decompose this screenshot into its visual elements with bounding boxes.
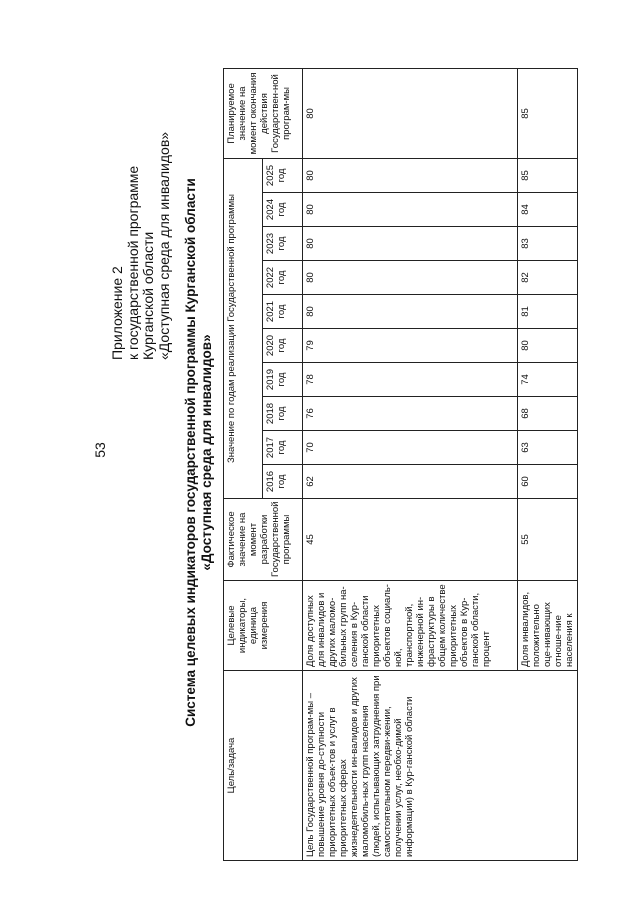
year-value: 80 bbox=[518, 329, 578, 363]
appendix-line: Курганской области bbox=[140, 231, 156, 360]
year-value: 81 bbox=[518, 295, 578, 329]
year-value: 80 bbox=[303, 193, 518, 227]
year-value: 85 bbox=[518, 158, 578, 192]
indicators-table bbox=[223, 68, 578, 861]
appendix-line: Приложение 2 bbox=[109, 266, 125, 360]
header-planned: Планируемое значение на момент окончания действия Государствен-ной програм-мы bbox=[224, 68, 303, 158]
header-year: 2022 год bbox=[263, 261, 303, 295]
year-value: 62 bbox=[303, 465, 518, 499]
goal-cell: Цель Государственной програм-мы – повышение уровня до-ступности приоритетных объек-тов и услуг в приоритетных сферах жизнедеятельности ин-валидов и других маломобиль-ных групп населения (людей, испытывающих затруднения при самостоятельном передви-жении, получении услуг, необхо-димой информации) в Кур-ганской области bbox=[303, 671, 578, 861]
header-year: 2017 год bbox=[263, 431, 303, 465]
table-row bbox=[303, 68, 518, 860]
header-actual: Фактическое значение на момент разработки Государственной программы bbox=[224, 499, 303, 581]
indicator-cell: Доля доступных для инвалидов и других маломо-бильных групп на-селения в Кур-ганской области приоритетных объектов социаль-ной, транспортной, инженерной ин-фраструктуры в общем количестве приоритетных объектов в Кур-ганской области, процент bbox=[303, 581, 518, 671]
indicator-cell: Доля инвалидов, положительно оце-нивающих отноше-ние населения к bbox=[518, 581, 578, 671]
document-title bbox=[183, 0, 215, 905]
year-value: 83 bbox=[518, 227, 578, 261]
header-year: 2018 год bbox=[263, 397, 303, 431]
year-value: 60 bbox=[518, 465, 578, 499]
planned-value: 85 bbox=[518, 68, 578, 158]
appendix-line: «Доступная среда для инвалидов» bbox=[155, 131, 172, 360]
page-number: 53 bbox=[92, 442, 108, 458]
year-value: 68 bbox=[518, 397, 578, 431]
title-line-1: Система целевых индикаторов государственной программы Курганской области bbox=[183, 178, 198, 727]
header-years-group: Значение по годам реализации Государственной программы bbox=[224, 158, 263, 498]
year-value: 79 bbox=[303, 329, 518, 363]
header-year: 2016 год bbox=[263, 465, 303, 499]
appendix-reference bbox=[110, 30, 172, 360]
year-value: 80 bbox=[303, 295, 518, 329]
header-goal: Цель/задача bbox=[224, 671, 303, 861]
year-value: 80 bbox=[303, 158, 518, 192]
header-year: 2025 год bbox=[263, 158, 303, 192]
header-year: 2024 год bbox=[263, 193, 303, 227]
year-value: 78 bbox=[303, 363, 518, 397]
year-value: 74 bbox=[518, 363, 578, 397]
year-value: 63 bbox=[518, 431, 578, 465]
actual-value: 55 bbox=[518, 499, 578, 581]
header-year: 2020 год bbox=[263, 329, 303, 363]
year-value: 80 bbox=[303, 261, 518, 295]
year-value: 84 bbox=[518, 193, 578, 227]
title-line-2: «Доступная среда для инвалидов» bbox=[199, 334, 214, 571]
year-value: 80 bbox=[303, 227, 518, 261]
header-year: 2021 год bbox=[263, 295, 303, 329]
year-value: 82 bbox=[518, 261, 578, 295]
year-value: 70 bbox=[303, 431, 518, 465]
appendix-line: к государственной программе bbox=[124, 165, 141, 360]
planned-value: 80 bbox=[303, 68, 518, 158]
actual-value: 45 bbox=[303, 499, 518, 581]
year-value: 76 bbox=[303, 397, 518, 431]
header-year: 2019 год bbox=[263, 363, 303, 397]
header-year: 2023 год bbox=[263, 227, 303, 261]
header-indicator: Целевые индикаторы, единица измерения bbox=[224, 581, 303, 671]
